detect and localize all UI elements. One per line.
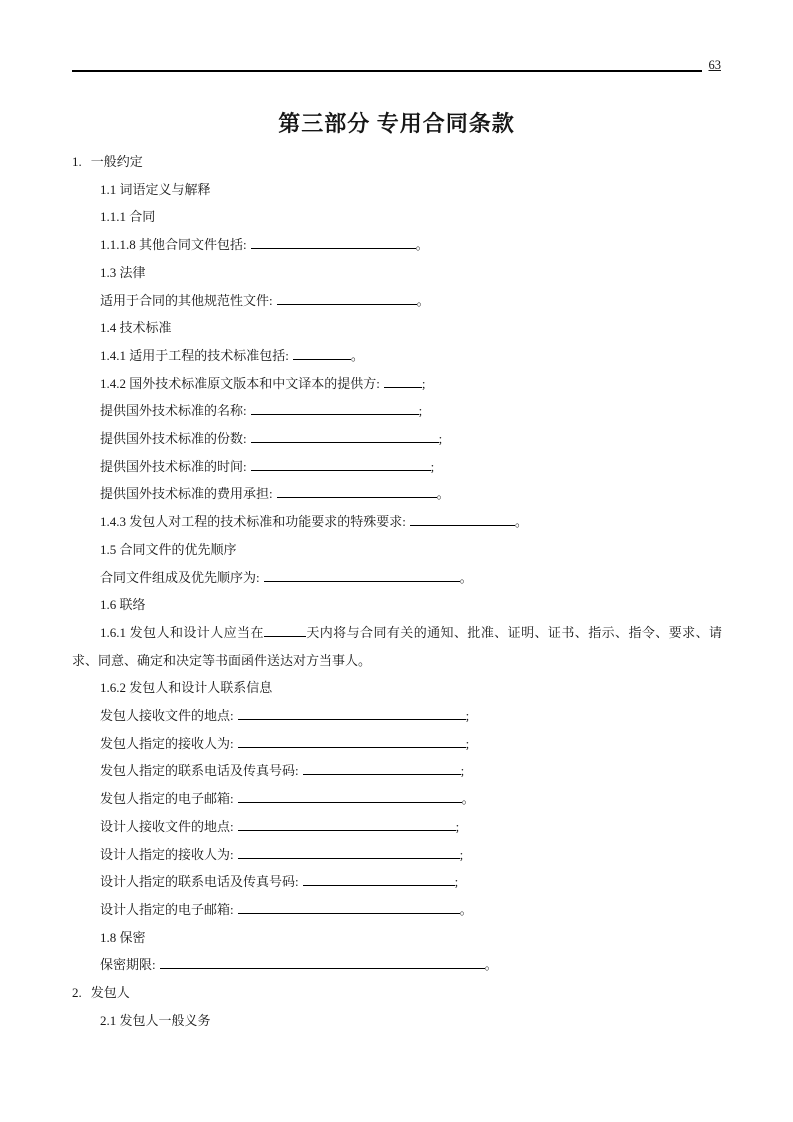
punctuation: ; [430, 458, 435, 474]
punctuation: ; [421, 375, 426, 391]
clause-line-fillable [72, 841, 722, 869]
clause-line-fillable [72, 757, 722, 785]
page-title: 第三部分 专用合同条款 [278, 111, 515, 136]
fill-in-blank [293, 345, 351, 360]
punctuation: 。 [415, 237, 429, 253]
clause-line [72, 674, 722, 702]
punctuation: ; [465, 735, 470, 751]
clause-line-fillable [72, 730, 722, 758]
clause-line-fillable [72, 702, 722, 730]
clause-label: 发包人指定的电子邮箱: [100, 791, 234, 807]
clause-text: 1.6.2 发包人和设计人联系信息 [100, 680, 273, 696]
clause-line-fillable [72, 453, 722, 481]
punctuation: ; [418, 403, 423, 419]
clause-text: 1.1 词语定义与解释 [100, 181, 211, 197]
clause-line-fillable [72, 425, 722, 453]
punctuation: 。 [461, 791, 475, 807]
clause-line [72, 259, 722, 287]
clause-label: 设计人接收文件的地点: [100, 818, 234, 834]
clause-line [72, 203, 722, 231]
clause-label: 提供国外技术标准的时间: [100, 458, 247, 474]
clause-line [72, 1007, 722, 1035]
clause-text: 1.8 保密 [100, 929, 146, 945]
clause-label: 1.4.2 国外技术标准原文版本和中文译本的提供方: [100, 375, 380, 391]
clause-line-fillable [72, 951, 722, 979]
punctuation: 。 [459, 901, 473, 917]
punctuation: 。 [514, 514, 528, 530]
clause-label: 合同文件组成及优先顺序为: [100, 569, 260, 585]
clause-label: 保密期限: [100, 957, 156, 973]
fill-in-blank [303, 871, 455, 886]
clause-number: 2. [72, 985, 82, 1001]
clause-text-before-blank: 1.6.1 发包人和设计人应当在 [100, 624, 264, 640]
clause-label: 发包人指定的接收人为: [100, 735, 234, 751]
clause-label: 提供国外技术标准的份数: [100, 431, 247, 447]
clause-line [72, 176, 722, 204]
clause-label: 1.1.1.8 其他合同文件包括: [100, 237, 247, 253]
fill-in-blank [238, 733, 466, 748]
clause-label: 设计人指定的联系电话及传真号码: [100, 874, 299, 890]
clause-paragraph [72, 619, 722, 674]
clause-line [72, 536, 722, 564]
punctuation: ; [460, 763, 465, 779]
punctuation: ; [455, 818, 460, 834]
fill-in-blank [251, 428, 439, 443]
clause-text-after-blank: 天内将与合同有关的通知、批准、证明、证书、指示、指令、要求、请求、同意、确定和决定等书面函件送达对方当事人。 [72, 624, 722, 668]
fill-in-blank [238, 899, 460, 914]
clause-line-fillable [72, 287, 722, 315]
clause-line-fillable [72, 342, 722, 370]
clause-text: 1.3 法律 [100, 264, 146, 280]
header-rule [72, 70, 702, 72]
fill-in-blank [238, 844, 460, 859]
clause-line-fillable [72, 868, 722, 896]
fill-in-blank [277, 290, 417, 305]
clause-label: 提供国外技术标准的费用承担: [100, 486, 273, 502]
punctuation: 。 [484, 957, 498, 973]
punctuation: 。 [459, 569, 473, 585]
fill-in-blank [251, 234, 416, 249]
clause-line-fillable [72, 231, 722, 259]
clause-label: 发包人指定的联系电话及传真号码: [100, 763, 299, 779]
clause-line [72, 314, 722, 342]
clause-label: 设计人指定的接收人为: [100, 846, 234, 862]
fill-in-blank [303, 760, 461, 775]
punctuation: ; [459, 846, 464, 862]
clause-text: 1.4 技术标准 [100, 320, 172, 336]
clause-label: 1.4.1 适用于工程的技术标准包括: [100, 347, 289, 363]
clause-text: 1.1.1 合同 [100, 209, 156, 225]
fill-in-blank [264, 622, 306, 637]
clause-line-fillable [72, 397, 722, 425]
punctuation: ; [454, 874, 459, 890]
clause-text: 一般约定 [90, 154, 143, 169]
punctuation: ; [438, 431, 443, 447]
clause-label: 设计人指定的电子邮箱: [100, 901, 234, 917]
clause-line-fillable [72, 564, 722, 592]
clause-text: 2.1 发包人一般义务 [100, 1012, 211, 1028]
clause-text: 发包人 [90, 985, 130, 1001]
fill-in-blank [410, 511, 515, 526]
document-body [72, 148, 722, 1035]
punctuation: 。 [350, 347, 364, 363]
clause-line [72, 924, 722, 952]
fill-in-blank [238, 816, 456, 831]
fill-in-blank [238, 788, 462, 803]
clause-label: 提供国外技术标准的名称: [100, 403, 247, 419]
punctuation: ; [465, 708, 470, 724]
clause-line-level0 [72, 979, 722, 1007]
fill-in-blank [251, 456, 431, 471]
clause-number: 1. [72, 154, 82, 169]
clause-line-fillable [72, 813, 722, 841]
clause-label: 1.4.3 发包人对工程的技术标准和功能要求的特殊要求: [100, 514, 406, 530]
clause-text: 1.6 联络 [100, 597, 146, 613]
clause-text: 1.5 合同文件的优先顺序 [100, 541, 237, 557]
clause-line [72, 591, 722, 619]
fill-in-blank [384, 373, 422, 388]
clause-line-fillable [72, 480, 722, 508]
clause-line-fillable [72, 370, 722, 398]
page-number: 63 [708, 57, 721, 72]
fill-in-blank [264, 567, 460, 582]
page-header [72, 56, 721, 73]
fill-in-blank [238, 705, 466, 720]
clause-line-fillable [72, 508, 722, 536]
clause-line-fillable [72, 785, 722, 813]
clause-line-fillable [72, 896, 722, 924]
punctuation: 。 [416, 292, 430, 308]
clause-label: 适用于合同的其他规范性文件: [100, 292, 273, 308]
punctuation: 。 [436, 486, 450, 502]
clause-line-level0 [72, 148, 722, 176]
fill-in-blank [277, 483, 437, 498]
fill-in-blank [251, 400, 419, 415]
fill-in-blank [160, 954, 485, 969]
clause-label: 发包人接收文件的地点: [100, 708, 234, 724]
